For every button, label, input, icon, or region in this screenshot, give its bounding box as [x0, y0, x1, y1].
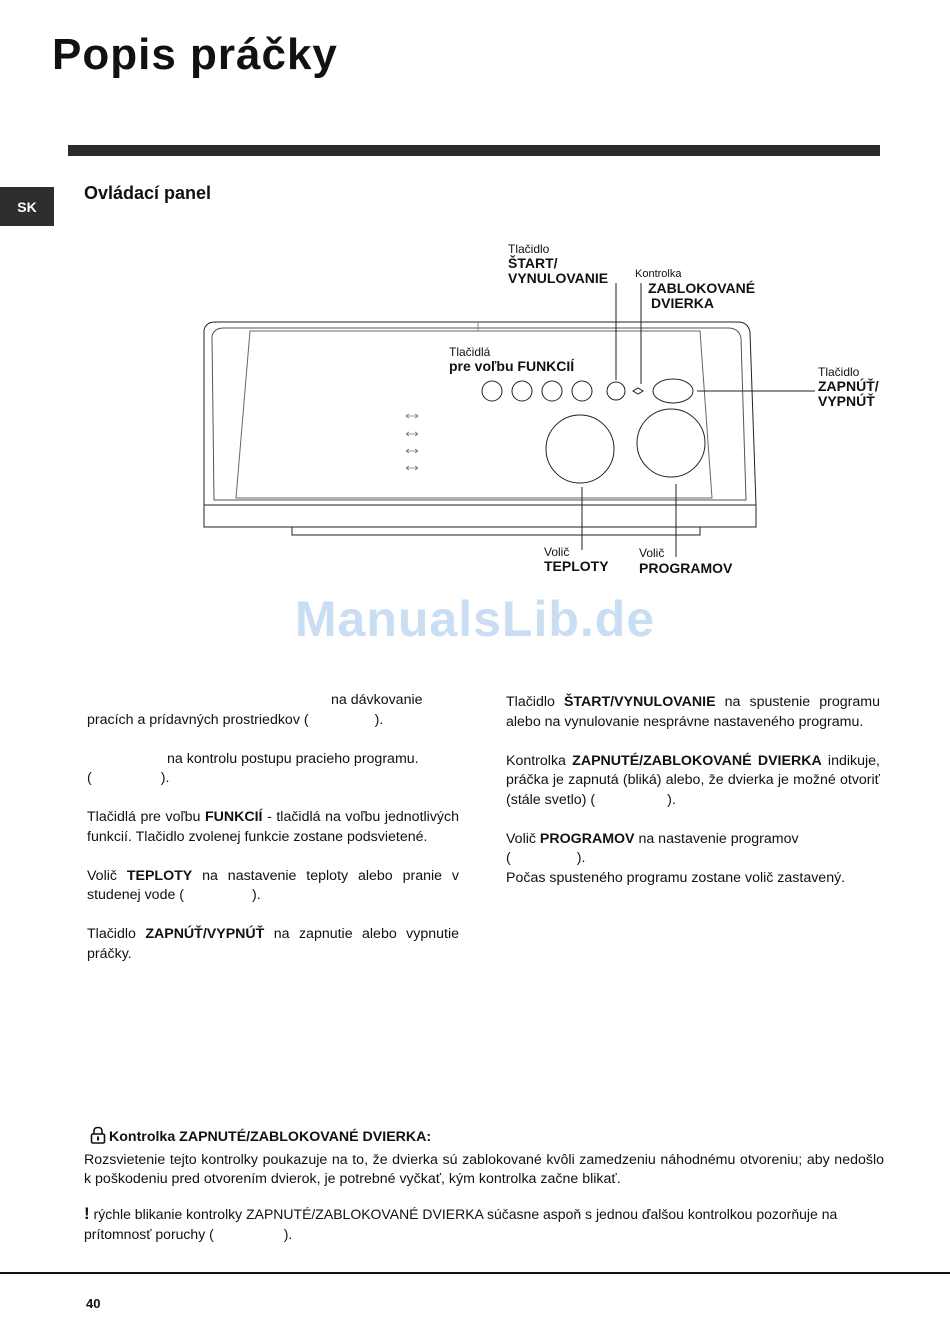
temperature-knob	[546, 415, 614, 483]
section-title: Ovládací panel	[84, 183, 212, 203]
watermark: ManualsLib.de	[294, 591, 656, 647]
program-text: Volič PROGRAMOV na nastavenie programov	[506, 830, 799, 847]
lock-note	[84, 1126, 884, 1190]
program-text-ref: ( ).	[506, 850, 586, 866]
warning-icon: !	[84, 1204, 90, 1223]
function-button-3	[542, 381, 562, 401]
note-text: Rozsvietenie tejto kontrolky poukazuje na to, že dvierka sú zablokované kvôli zamedzeniu náhodnému otvoreniu; aby nedošlo k poškodeniu pred otvorením dvierok, je potrebné vyčkať, kým kontrolka začne blikať.	[84, 1151, 884, 1187]
page-title: Popis práčky	[52, 30, 338, 79]
power-text: Tlačidlo ZAPNÚŤ/VYPNÚŤ na zapnutie alebo vypnutie práčky.	[87, 926, 459, 962]
function-button-1	[482, 381, 502, 401]
lock-label: Kontrolka ZABLOKOVANÉ DVIERKA	[635, 268, 756, 311]
power-label: Tlačidlo ZAPNÚŤ/ VYPNÚŤ	[818, 365, 879, 409]
footer-rule	[0, 1272, 950, 1274]
panel-base	[292, 527, 700, 535]
dispenser-text-2: pracích a prídavných prostriedkov ( ).	[87, 711, 384, 728]
indicators-text-1: na kontrolu postupu pracieho programu.	[167, 750, 419, 767]
page-number: 40	[86, 1296, 101, 1311]
warning-note: ! rýchle blikanie kontrolky ZAPNUTÉ/ZABLOKOVANÉ DVIERKA súčasne aspoň s jednou ďalšou kontrolkou pozorňuje na prítomnosť poruchy ( ).	[84, 1204, 838, 1242]
function-buttons-text: Tlačidlá pre voľbu FUNKCIÍ - tlačidlá na voľbu jednotlivých funkcií. Tlačidlo zvolenej funkcie zostane podsvietené.	[87, 809, 459, 845]
temperature-text: Volič TEPLOTY na nastavenie teploty alebo pranie v studenej vode ( ).	[87, 867, 459, 903]
lock-icon	[90, 1126, 106, 1151]
dispenser-text-1: na dávkovanie	[331, 692, 423, 708]
left-column	[87, 691, 459, 964]
function-button-4	[572, 381, 592, 401]
program-label: Volič PROGRAMOV	[639, 546, 733, 576]
power-button	[653, 379, 693, 403]
right-column	[506, 693, 880, 888]
start-reset-button	[607, 382, 625, 400]
control-panel-diagram	[0, 0, 950, 600]
language-tab: SK	[0, 187, 54, 226]
start-label: Tlačidlo ŠTART/ VYNULOVANIE	[508, 242, 609, 286]
temperature-label: Volič TEPLOTY	[544, 545, 609, 574]
start-text: Tlačidlo ŠTART/VYNULOVANIE na spustenie programu alebo na vynulovanie nesprávne nastaveného programu.	[506, 694, 880, 730]
function-button-2	[512, 381, 532, 401]
note-heading: Kontrolka ZAPNUTÉ/ZABLOKOVANÉ DVIERKA:	[109, 1129, 432, 1145]
function-label: Tlačidlá pre voľbu FUNKCIÍ	[449, 345, 575, 374]
program-text-2: Počas spusteného programu zostane volič zastavený.	[506, 869, 846, 886]
program-knob	[637, 409, 705, 477]
lock-text: Kontrolka ZAPNUTÉ/ZABLOKOVANÉ DVIERKA indikuje, práčka je zapnutá (bliká) alebo, že dvierka je možné otvoriť (stále svetlo) ( ).	[506, 752, 880, 808]
door-lock-indicator	[633, 388, 643, 394]
indicators-text-2: ( ).	[87, 770, 170, 786]
warning-text: rýchle blikanie kontrolky ZAPNUTÉ/ZABLOKOVANÉ DVIERKA súčasne aspoň s jednou ďalšou kontrolkou pozorňuje na prítomnosť poruchy (	[84, 1206, 838, 1242]
